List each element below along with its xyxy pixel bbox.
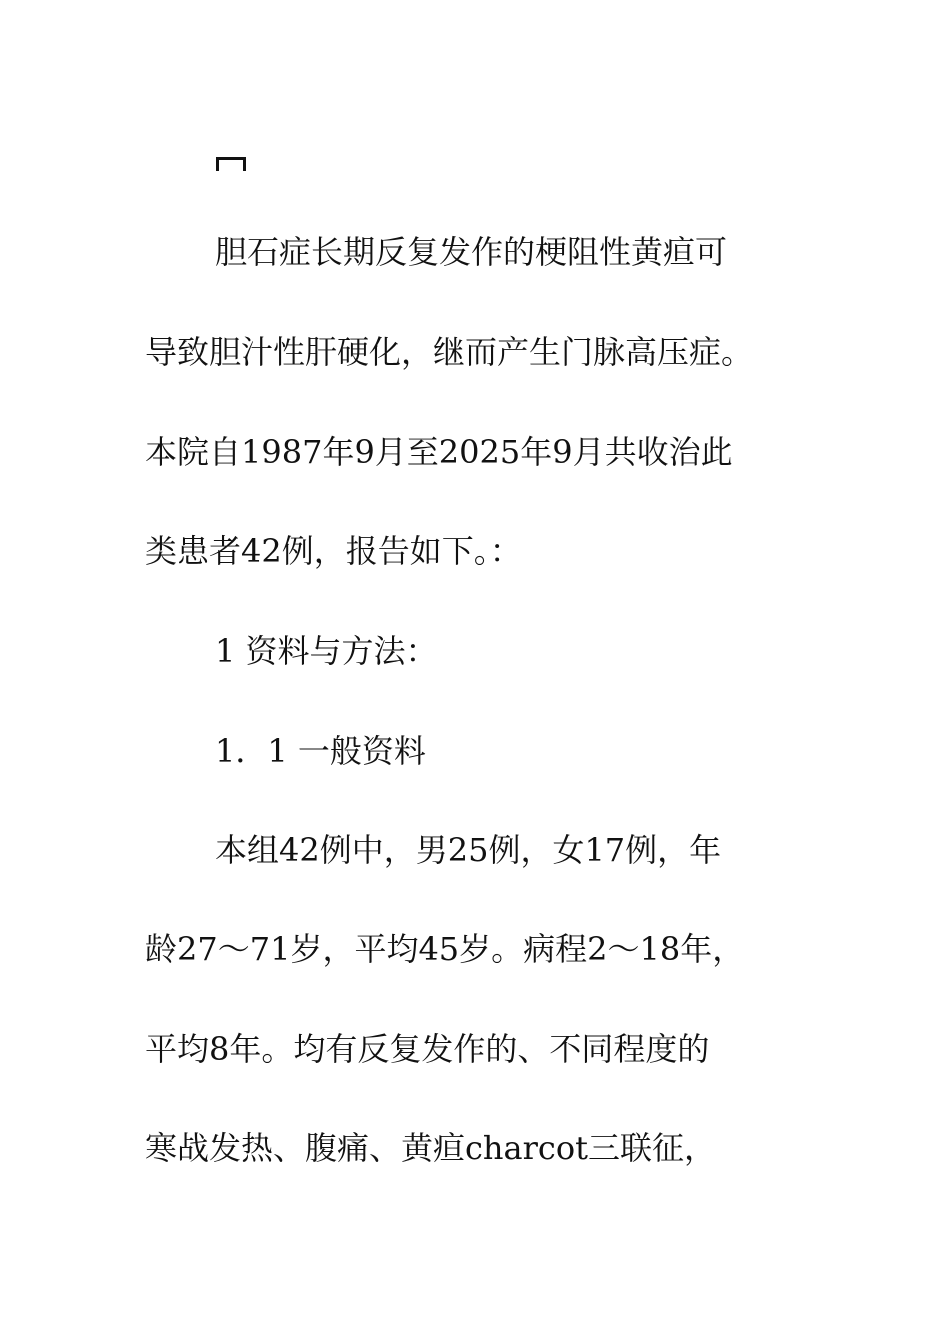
paragraph-line: 本组42例中，男25例，女17例，年 <box>215 831 722 869</box>
paragraph-line: 胆石症长期反复发作的梗阻性黄疸可 <box>215 233 728 271</box>
subsection-heading: 1．1 一般资料 <box>215 732 426 770</box>
paragraph-line: 本院自1987年9月至2025年9月共收治此 <box>145 433 733 471</box>
paragraph-line: 类患者42例，报告如下。： <box>145 532 522 570</box>
paragraph-line: 导致胆汁性肝硬化，继而产生门脉高压症。 <box>145 333 754 371</box>
section-heading: 1 资料与方法： <box>215 632 438 670</box>
paragraph-line: 平均8年。均有反复发作的、不同程度的 <box>145 1030 710 1068</box>
paragraph-line: 寒战发热、腹痛、黄疸charcot三联征， <box>145 1129 716 1167</box>
header-mark <box>216 157 246 171</box>
paragraph-line: 龄27～71岁，平均45岁。病程2～18年， <box>145 930 745 968</box>
